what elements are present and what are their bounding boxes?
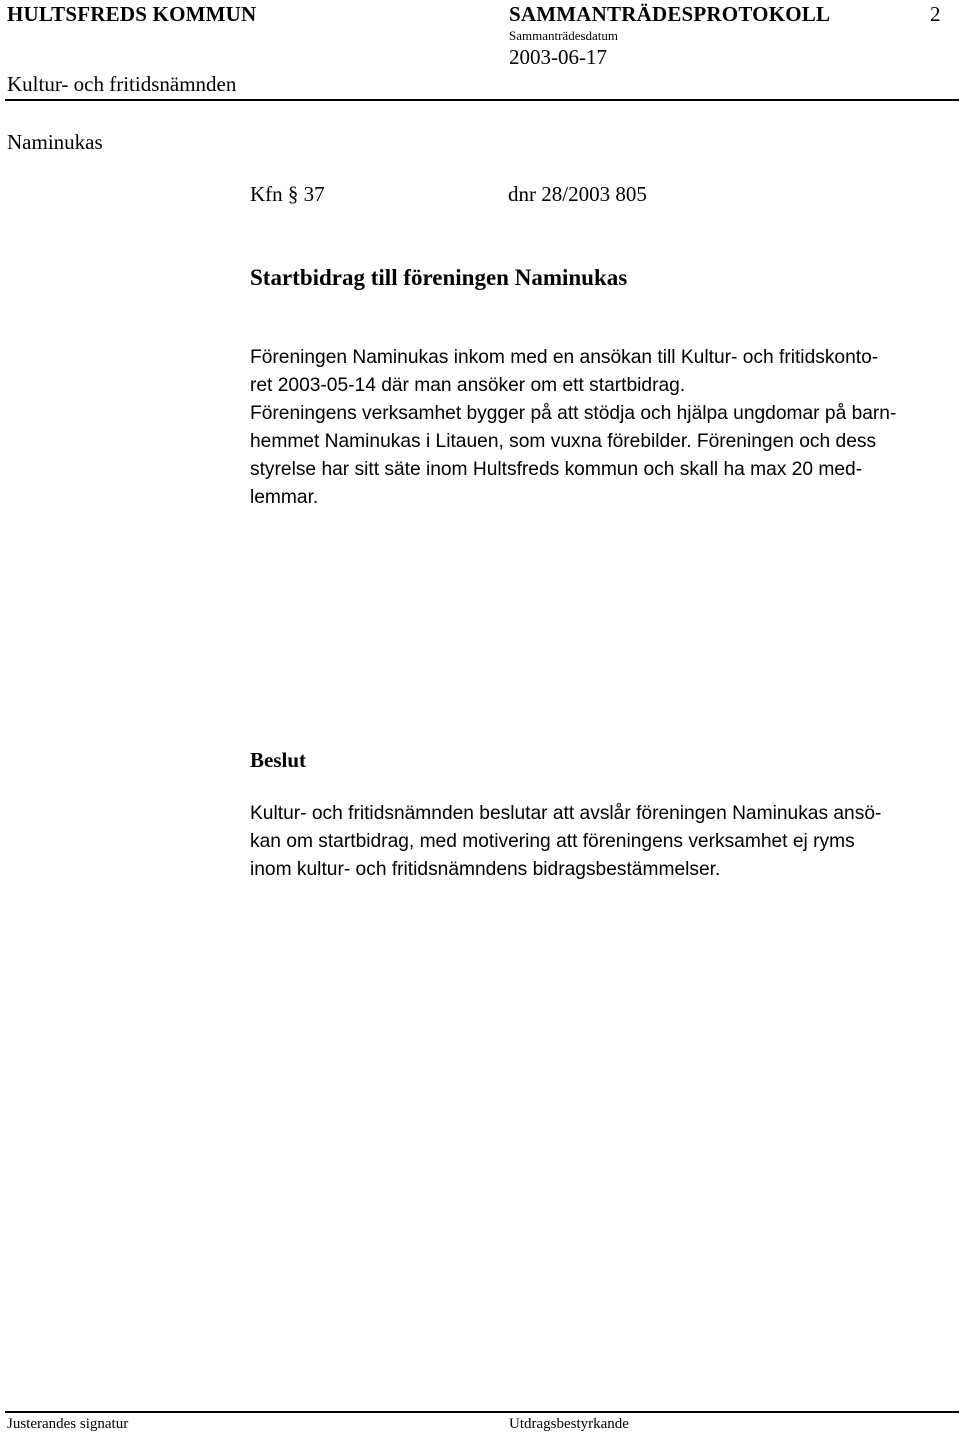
background-paragraph (250, 344, 950, 512)
paragraph-line: Föreningens verksamhet bygger på att stödja och hjälpa ungdomar på barn- (250, 403, 897, 424)
paragraph-line: ret 2003-05-14 där man ansöker om ett startbidrag. (250, 375, 686, 396)
case-dnr: dnr 28/2003 805 (508, 182, 647, 206)
paragraph-line: kan om startbidrag, med motivering att föreningens verksamhet ej ryms (250, 831, 855, 852)
footer-divider (5, 1411, 959, 1413)
item-heading: Startbidrag till föreningen Naminukas (250, 265, 628, 290)
committee-name: Kultur- och fritidsnämnden (7, 72, 237, 96)
extract-label: Utdragsbestyrkande (509, 1416, 629, 1432)
meeting-date-label: Sammanträdesdatum (509, 28, 619, 43)
document-type: SAMMANTRÄDESPROTOKOLL (509, 2, 831, 26)
paragraph-line: hemmet Naminukas i Litauen, som vuxna förebilder. Föreningen och dess (250, 431, 877, 452)
paragraph-line: lemmar. (250, 487, 319, 508)
decision-paragraph (250, 800, 950, 884)
header-divider (5, 99, 959, 101)
organization-name: HULTSFREDS KOMMUN (7, 2, 257, 26)
case-reference: Kfn § 37 (250, 182, 325, 206)
paragraph-line: Föreningen Naminukas inkom med en ansökan till Kultur- och fritidskonto- (250, 347, 879, 368)
meeting-date: 2003-06-17 (509, 45, 607, 69)
decision-heading: Beslut (250, 748, 307, 772)
subject: Naminukas (7, 130, 103, 154)
paragraph-line: Kultur- och fritidsnämnden beslutar att avslår föreningen Naminukas ansö- (250, 803, 882, 824)
paragraph-line: inom kultur- och fritidsnämndens bidragsbestämmelser. (250, 859, 721, 880)
signature-label: Justerandes signatur (7, 1416, 129, 1432)
page-number: 2 (930, 2, 941, 26)
paragraph-line: styrelse har sitt säte inom Hultsfreds kommun och skall ha max 20 med- (250, 459, 863, 480)
